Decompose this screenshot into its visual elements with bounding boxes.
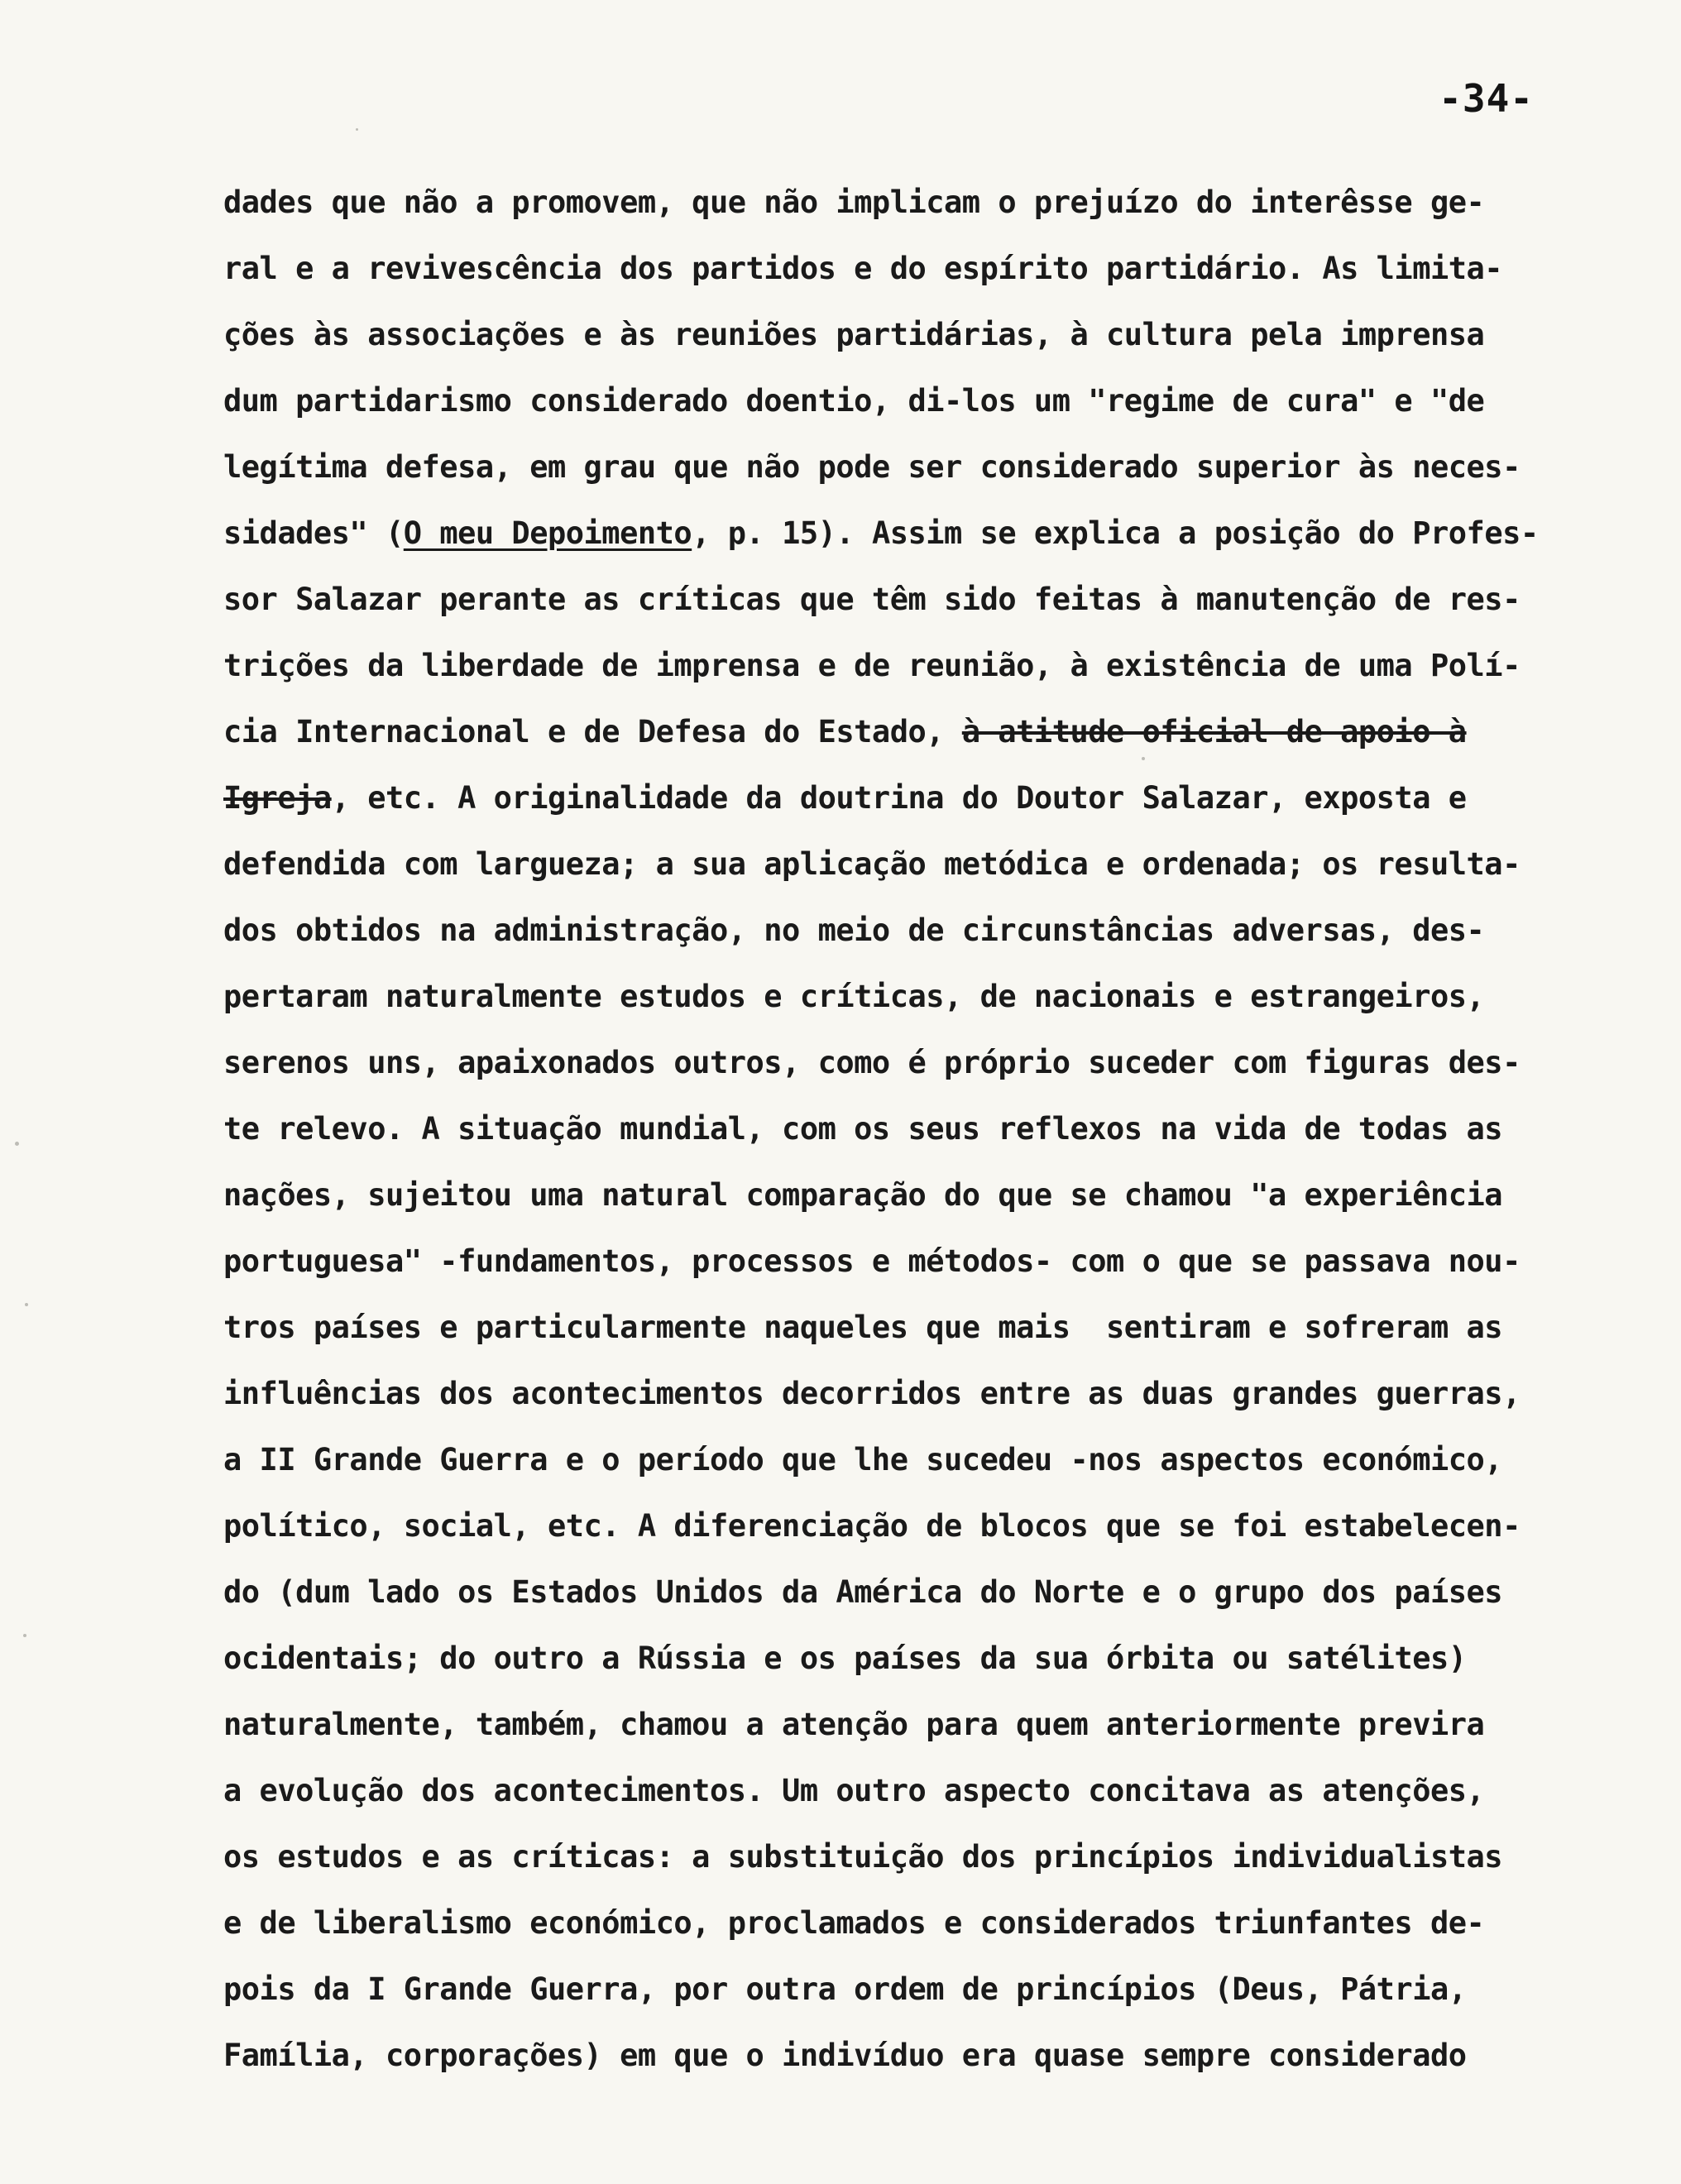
text-line: sor Salazar perante as críticas que têm sido feitas à manutenção de res-	[223, 582, 1521, 617]
line-segment: , etc. A originalidade da doutrina do Doutor Salazar, exposta e	[331, 780, 1467, 816]
text-line: dos obtidos na administração, no meio de circunstâncias adversas, des-	[223, 912, 1485, 948]
line-segment: sidades" (	[223, 515, 404, 551]
text-line: do (dum lado os Estados Unidos da América do Norte e o grupo dos países	[223, 1574, 1503, 1610]
text-line: portuguesa" -fundamentos, processos e métodos- com o que se passava nou-	[223, 1243, 1521, 1279]
text-line: os estudos e as críticas: a substituição dos princípios individualistas	[223, 1839, 1503, 1875]
book-title-underlined: O meu Depoimento	[403, 515, 692, 551]
paper-speck	[23, 1634, 26, 1637]
line-segment: cia Internacional e de Defesa do Estado,	[223, 714, 962, 750]
text-line: e de liberalismo económico, proclamados e considerados triunfantes de-	[223, 1905, 1485, 1941]
paper-speck	[1142, 757, 1145, 760]
page-number: -34-	[1439, 76, 1534, 121]
text-line: influências dos acontecimentos decorridos entre as duas grandes guerras,	[223, 1376, 1521, 1411]
text-line: tros países e particularmente naqueles que mais sentiram e sofreram as	[223, 1310, 1503, 1345]
text-line: político, social, etc. A diferenciação de blocos que se foi estabelecen-	[223, 1508, 1521, 1544]
text-line: pois da I Grande Guerra, por outra ordem de princípios (Deus, Pátria,	[223, 1971, 1467, 2007]
text-line	[223, 765, 1655, 831]
text-line: a II Grande Guerra e o período que lhe sucedeu -nos aspectos económico,	[223, 1442, 1503, 1478]
text-line: ocidentais; do outro a Rússia e os países da sua órbita ou satélites)	[223, 1640, 1467, 1676]
text-line	[223, 699, 1655, 765]
text-line	[223, 500, 1655, 567]
text-line: dum partidarismo considerado doentio, di-los um "regime de cura" e "de	[223, 383, 1485, 419]
text-line: ral e a revivescência dos partidos e do espírito partidário. As limita-	[223, 251, 1503, 286]
text-line: te relevo. A situação mundial, com os seus reflexos na vida de todas as	[223, 1111, 1503, 1147]
paper-speck	[15, 1142, 19, 1146]
text-line: ções às associações e às reuniões partidárias, à cultura pela imprensa	[223, 317, 1485, 352]
text-line: dades que não a promovem, que não implicam o prejuízo do interêsse ge-	[223, 184, 1485, 220]
body-text	[223, 170, 1655, 2089]
struck-through-text: à atitude oficial de apoio à	[961, 714, 1467, 750]
struck-through-text: Igreja	[223, 780, 332, 816]
text-line: serenos uns, apaixonados outros, como é próprio suceder com figuras des-	[223, 1045, 1521, 1080]
paper-speck	[25, 1303, 28, 1306]
text-line: a evolução dos acontecimentos. Um outro aspecto concitava as atenções,	[223, 1773, 1485, 1808]
text-line: naturalmente, também, chamou a atenção para quem anteriormente previra	[223, 1707, 1485, 1742]
text-line: nações, sujeitou uma natural comparação do que se chamou "a experiência	[223, 1177, 1503, 1213]
text-line: pertaram naturalmente estudos e críticas, de nacionais e estrangeiros,	[223, 979, 1485, 1014]
text-line: legítima defesa, em grau que não pode ser considerado superior às neces-	[223, 449, 1521, 485]
line-segment: , p. 15). Assim se explica a posição do Profes-	[692, 515, 1539, 551]
paper-speck	[356, 128, 358, 131]
text-line: Família, corporações) em que o indivíduo era quase sempre considerado	[223, 2038, 1467, 2073]
text-line: trições da liberdade de imprensa e de reunião, à existência de uma Polí-	[223, 648, 1521, 683]
text-line: defendida com largueza; a sua aplicação metódica e ordenada; os resulta-	[223, 846, 1521, 882]
